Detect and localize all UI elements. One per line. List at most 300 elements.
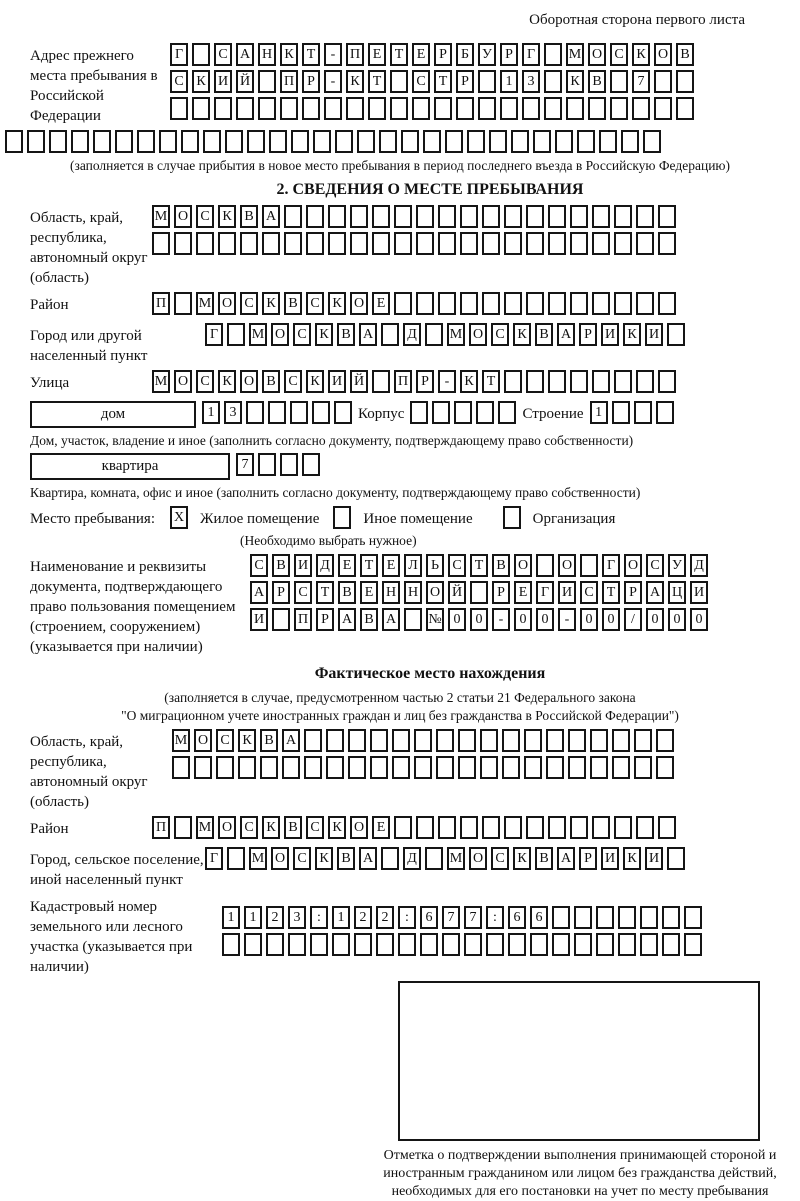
- char-cell[interactable]: И: [645, 847, 663, 870]
- char-cell[interactable]: П: [294, 608, 312, 631]
- stay-option-inoe-checkbox[interactable]: [333, 506, 355, 533]
- char-cell[interactable]: [658, 292, 676, 315]
- char-cell[interactable]: [480, 729, 498, 752]
- char-cell[interactable]: [236, 97, 254, 120]
- char-cell[interactable]: А: [646, 581, 664, 604]
- char-cell[interactable]: Г: [205, 847, 223, 870]
- char-cell[interactable]: [570, 292, 588, 315]
- char-cell[interactable]: [592, 816, 610, 839]
- char-cell[interactable]: 3: [288, 906, 306, 929]
- char-cell[interactable]: [280, 97, 298, 120]
- char-cell[interactable]: [636, 205, 654, 228]
- char-cell[interactable]: Г: [522, 43, 540, 66]
- char-cell[interactable]: [684, 933, 702, 956]
- char-cell[interactable]: [159, 130, 177, 153]
- char-cell[interactable]: [614, 292, 632, 315]
- char-cell[interactable]: [412, 97, 430, 120]
- char-cell[interactable]: [258, 70, 276, 93]
- char-cell[interactable]: [522, 97, 540, 120]
- char-cell[interactable]: С: [214, 43, 232, 66]
- char-cell[interactable]: [478, 70, 496, 93]
- char-cell[interactable]: [302, 453, 320, 476]
- char-cell[interactable]: [222, 933, 240, 956]
- char-cell[interactable]: [454, 401, 472, 424]
- char-cell[interactable]: [658, 232, 676, 255]
- char-cell[interactable]: К: [262, 292, 280, 315]
- char-cell[interactable]: [643, 130, 661, 153]
- char-cell[interactable]: С: [491, 847, 509, 870]
- char-cell[interactable]: И: [690, 581, 708, 604]
- char-cell[interactable]: [348, 729, 366, 752]
- char-cell[interactable]: [548, 232, 566, 255]
- char-cell[interactable]: [438, 232, 456, 255]
- char-cell[interactable]: [636, 232, 654, 255]
- char-cell[interactable]: [654, 97, 672, 120]
- char-cell[interactable]: К: [513, 847, 531, 870]
- char-cell[interactable]: С: [306, 816, 324, 839]
- char-cell[interactable]: С: [293, 323, 311, 346]
- char-cell[interactable]: [401, 130, 419, 153]
- char-cell[interactable]: Д: [316, 554, 334, 577]
- char-cell[interactable]: [390, 70, 408, 93]
- char-cell[interactable]: Н: [404, 581, 422, 604]
- char-cell[interactable]: У: [668, 554, 686, 577]
- char-cell[interactable]: Р: [456, 70, 474, 93]
- char-cell[interactable]: [467, 130, 485, 153]
- char-cell[interactable]: Е: [360, 581, 378, 604]
- char-cell[interactable]: [500, 97, 518, 120]
- char-cell[interactable]: :: [310, 906, 328, 929]
- char-cell[interactable]: [192, 43, 210, 66]
- stay-option-org-checkbox[interactable]: [503, 506, 525, 533]
- char-cell[interactable]: [621, 130, 639, 153]
- char-cell[interactable]: [504, 816, 522, 839]
- char-cell[interactable]: 6: [508, 906, 526, 929]
- char-cell[interactable]: [555, 130, 573, 153]
- char-cell[interactable]: [310, 933, 328, 956]
- char-cell[interactable]: [504, 205, 522, 228]
- char-cell[interactable]: [284, 232, 302, 255]
- char-cell[interactable]: К: [346, 70, 364, 93]
- char-cell[interactable]: Р: [500, 43, 518, 66]
- char-cell[interactable]: Т: [368, 70, 386, 93]
- char-cell[interactable]: Р: [492, 581, 510, 604]
- char-cell[interactable]: В: [338, 581, 356, 604]
- char-cell[interactable]: М: [152, 370, 170, 393]
- char-cell[interactable]: 0: [690, 608, 708, 631]
- char-cell[interactable]: -: [324, 70, 342, 93]
- char-cell[interactable]: [152, 232, 170, 255]
- char-cell[interactable]: Б: [456, 43, 474, 66]
- char-cell[interactable]: [566, 97, 584, 120]
- char-cell[interactable]: [614, 816, 632, 839]
- char-cell[interactable]: [667, 323, 685, 346]
- char-cell[interactable]: [570, 205, 588, 228]
- char-cell[interactable]: Р: [579, 847, 597, 870]
- char-cell[interactable]: [390, 97, 408, 120]
- char-cell[interactable]: [546, 729, 564, 752]
- char-cell[interactable]: [332, 933, 350, 956]
- korpus-boxes[interactable]: [410, 401, 520, 428]
- char-cell[interactable]: [634, 756, 652, 779]
- char-cell[interactable]: [115, 130, 133, 153]
- char-cell[interactable]: 1: [590, 401, 608, 424]
- char-cell[interactable]: [577, 130, 595, 153]
- char-cell[interactable]: Р: [624, 581, 642, 604]
- char-cell[interactable]: [334, 401, 352, 424]
- char-cell[interactable]: [442, 933, 460, 956]
- char-cell[interactable]: [174, 816, 192, 839]
- char-cell[interactable]: В: [535, 847, 553, 870]
- char-cell[interactable]: [214, 97, 232, 120]
- char-cell[interactable]: 0: [536, 608, 554, 631]
- street-boxes[interactable]: [152, 370, 680, 397]
- char-cell[interactable]: С: [448, 554, 466, 577]
- cadastral-row-2[interactable]: [222, 933, 706, 960]
- char-cell[interactable]: [246, 401, 264, 424]
- char-cell[interactable]: [216, 756, 234, 779]
- char-cell[interactable]: 0: [470, 608, 488, 631]
- char-cell[interactable]: [376, 933, 394, 956]
- char-cell[interactable]: О: [218, 292, 236, 315]
- char-cell[interactable]: [438, 816, 456, 839]
- char-cell[interactable]: [398, 933, 416, 956]
- char-cell[interactable]: [570, 232, 588, 255]
- char-cell[interactable]: Е: [412, 43, 430, 66]
- char-cell[interactable]: [381, 847, 399, 870]
- char-cell[interactable]: [328, 205, 346, 228]
- char-cell[interactable]: [656, 729, 674, 752]
- char-cell[interactable]: [181, 130, 199, 153]
- char-cell[interactable]: [192, 97, 210, 120]
- char-cell[interactable]: С: [240, 816, 258, 839]
- char-cell[interactable]: В: [360, 608, 378, 631]
- char-cell[interactable]: [137, 130, 155, 153]
- char-cell[interactable]: П: [152, 292, 170, 315]
- char-cell[interactable]: [544, 43, 562, 66]
- char-cell[interactable]: И: [645, 323, 663, 346]
- char-cell[interactable]: [533, 130, 551, 153]
- char-cell[interactable]: [227, 847, 245, 870]
- char-cell[interactable]: Т: [390, 43, 408, 66]
- char-cell[interactable]: X: [170, 506, 188, 529]
- char-cell[interactable]: С: [610, 43, 628, 66]
- char-cell[interactable]: С: [293, 847, 311, 870]
- char-cell[interactable]: О: [194, 729, 212, 752]
- char-cell[interactable]: Ц: [668, 581, 686, 604]
- char-cell[interactable]: [460, 205, 478, 228]
- char-cell[interactable]: [392, 756, 410, 779]
- char-cell[interactable]: [614, 370, 632, 393]
- char-cell[interactable]: [326, 756, 344, 779]
- char-cell[interactable]: К: [513, 323, 531, 346]
- document-row-2[interactable]: [250, 581, 712, 608]
- char-cell[interactable]: Г: [205, 323, 223, 346]
- char-cell[interactable]: О: [514, 554, 532, 577]
- char-cell[interactable]: Е: [372, 816, 390, 839]
- char-cell[interactable]: [568, 756, 586, 779]
- char-cell[interactable]: [460, 816, 478, 839]
- char-cell[interactable]: [174, 292, 192, 315]
- char-cell[interactable]: А: [262, 205, 280, 228]
- char-cell[interactable]: [71, 130, 89, 153]
- char-cell[interactable]: О: [350, 816, 368, 839]
- char-cell[interactable]: [272, 608, 290, 631]
- char-cell[interactable]: Р: [416, 370, 434, 393]
- char-cell[interactable]: А: [282, 729, 300, 752]
- char-cell[interactable]: [269, 130, 287, 153]
- char-cell[interactable]: 2: [354, 906, 372, 929]
- char-cell[interactable]: [640, 933, 658, 956]
- char-cell[interactable]: [618, 906, 636, 929]
- char-cell[interactable]: А: [557, 323, 575, 346]
- char-cell[interactable]: [656, 756, 674, 779]
- char-cell[interactable]: [266, 933, 284, 956]
- char-cell[interactable]: С: [294, 581, 312, 604]
- char-cell[interactable]: /: [624, 608, 642, 631]
- stay-option-zhiloe-checkbox[interactable]: [170, 506, 192, 533]
- char-cell[interactable]: [225, 130, 243, 153]
- char-cell[interactable]: [354, 933, 372, 956]
- char-cell[interactable]: [432, 401, 450, 424]
- char-cell[interactable]: 7: [632, 70, 650, 93]
- document-row-3[interactable]: [250, 608, 712, 635]
- char-cell[interactable]: И: [294, 554, 312, 577]
- char-cell[interactable]: [434, 97, 452, 120]
- char-cell[interactable]: А: [338, 608, 356, 631]
- char-cell[interactable]: Д: [403, 323, 421, 346]
- char-cell[interactable]: О: [271, 323, 289, 346]
- char-cell[interactable]: [425, 323, 443, 346]
- char-cell[interactable]: [27, 130, 45, 153]
- char-cell[interactable]: О: [350, 292, 368, 315]
- char-cell[interactable]: [394, 205, 412, 228]
- char-cell[interactable]: Т: [482, 370, 500, 393]
- char-cell[interactable]: 0: [602, 608, 620, 631]
- char-cell[interactable]: [590, 756, 608, 779]
- char-cell[interactable]: -: [492, 608, 510, 631]
- char-cell[interactable]: 1: [332, 906, 350, 929]
- char-cell[interactable]: [392, 729, 410, 752]
- char-cell[interactable]: С: [250, 554, 268, 577]
- char-cell[interactable]: Е: [382, 554, 400, 577]
- char-cell[interactable]: Т: [434, 70, 452, 93]
- char-cell[interactable]: Г: [602, 554, 620, 577]
- char-cell[interactable]: [425, 847, 443, 870]
- char-cell[interactable]: [486, 933, 504, 956]
- char-cell[interactable]: [306, 232, 324, 255]
- char-cell[interactable]: -: [324, 43, 342, 66]
- char-cell[interactable]: [632, 97, 650, 120]
- char-cell[interactable]: Т: [602, 581, 620, 604]
- char-cell[interactable]: [570, 816, 588, 839]
- char-cell[interactable]: [489, 130, 507, 153]
- char-cell[interactable]: [5, 130, 23, 153]
- char-cell[interactable]: [612, 756, 630, 779]
- char-cell[interactable]: [546, 756, 564, 779]
- char-cell[interactable]: Р: [434, 43, 452, 66]
- char-cell[interactable]: В: [260, 729, 278, 752]
- char-cell[interactable]: С: [196, 370, 214, 393]
- char-cell[interactable]: [247, 130, 265, 153]
- char-cell[interactable]: Й: [350, 370, 368, 393]
- char-cell[interactable]: [480, 756, 498, 779]
- char-cell[interactable]: Н: [258, 43, 276, 66]
- char-cell[interactable]: [610, 97, 628, 120]
- char-cell[interactable]: М: [196, 292, 214, 315]
- stroenie-boxes[interactable]: [590, 401, 678, 428]
- char-cell[interactable]: [570, 370, 588, 393]
- char-cell[interactable]: [414, 729, 432, 752]
- char-cell[interactable]: К: [460, 370, 478, 393]
- char-cell[interactable]: 6: [530, 906, 548, 929]
- char-cell[interactable]: [588, 97, 606, 120]
- prev-address-row-1[interactable]: [170, 43, 698, 70]
- char-cell[interactable]: [368, 97, 386, 120]
- char-cell[interactable]: [592, 205, 610, 228]
- char-cell[interactable]: Н: [382, 581, 400, 604]
- char-cell[interactable]: [548, 205, 566, 228]
- char-cell[interactable]: [260, 756, 278, 779]
- char-cell[interactable]: О: [624, 554, 642, 577]
- char-cell[interactable]: [93, 130, 111, 153]
- char-cell[interactable]: С: [646, 554, 664, 577]
- char-cell[interactable]: 2: [376, 906, 394, 929]
- char-cell[interactable]: [218, 232, 236, 255]
- char-cell[interactable]: [596, 906, 614, 929]
- char-cell[interactable]: С: [284, 370, 302, 393]
- char-cell[interactable]: Р: [272, 581, 290, 604]
- char-cell[interactable]: К: [218, 370, 236, 393]
- char-cell[interactable]: [599, 130, 617, 153]
- char-cell[interactable]: [504, 292, 522, 315]
- char-cell[interactable]: [662, 906, 680, 929]
- char-cell[interactable]: С: [216, 729, 234, 752]
- char-cell[interactable]: О: [558, 554, 576, 577]
- char-cell[interactable]: М: [447, 323, 465, 346]
- char-cell[interactable]: [348, 756, 366, 779]
- char-cell[interactable]: [502, 756, 520, 779]
- char-cell[interactable]: Т: [360, 554, 378, 577]
- char-cell[interactable]: Р: [579, 323, 597, 346]
- char-cell[interactable]: [592, 232, 610, 255]
- char-cell[interactable]: С: [580, 581, 598, 604]
- char-cell[interactable]: [544, 70, 562, 93]
- region-row-2[interactable]: [152, 232, 680, 259]
- char-cell[interactable]: -: [558, 608, 576, 631]
- prev-address-row-3[interactable]: [170, 97, 698, 124]
- char-cell[interactable]: М: [566, 43, 584, 66]
- actual-district-boxes[interactable]: [152, 816, 680, 843]
- char-cell[interactable]: К: [328, 816, 346, 839]
- char-cell[interactable]: [482, 292, 500, 315]
- char-cell[interactable]: И: [601, 847, 619, 870]
- char-cell[interactable]: [288, 933, 306, 956]
- char-cell[interactable]: П: [280, 70, 298, 93]
- char-cell[interactable]: [416, 816, 434, 839]
- char-cell[interactable]: О: [240, 370, 258, 393]
- char-cell[interactable]: К: [315, 323, 333, 346]
- char-cell[interactable]: [552, 906, 570, 929]
- char-cell[interactable]: [544, 97, 562, 120]
- char-cell[interactable]: [304, 756, 322, 779]
- char-cell[interactable]: К: [623, 323, 641, 346]
- char-cell[interactable]: 1: [244, 906, 262, 929]
- char-cell[interactable]: К: [262, 816, 280, 839]
- char-cell[interactable]: М: [249, 847, 267, 870]
- char-cell[interactable]: [580, 554, 598, 577]
- char-cell[interactable]: С: [306, 292, 324, 315]
- char-cell[interactable]: В: [272, 554, 290, 577]
- char-cell[interactable]: К: [315, 847, 333, 870]
- char-cell[interactable]: В: [492, 554, 510, 577]
- char-cell[interactable]: [612, 729, 630, 752]
- char-cell[interactable]: [238, 756, 256, 779]
- char-cell[interactable]: [460, 292, 478, 315]
- char-cell[interactable]: [312, 401, 330, 424]
- char-cell[interactable]: 0: [514, 608, 532, 631]
- apartment-boxes[interactable]: [236, 453, 324, 480]
- char-cell[interactable]: [590, 729, 608, 752]
- char-cell[interactable]: [536, 554, 554, 577]
- char-cell[interactable]: №: [426, 608, 444, 631]
- char-cell[interactable]: В: [284, 292, 302, 315]
- char-cell[interactable]: С: [240, 292, 258, 315]
- char-cell[interactable]: К: [192, 70, 210, 93]
- char-cell[interactable]: [350, 205, 368, 228]
- char-cell[interactable]: В: [535, 323, 553, 346]
- char-cell[interactable]: [618, 933, 636, 956]
- char-cell[interactable]: [676, 70, 694, 93]
- char-cell[interactable]: [423, 130, 441, 153]
- char-cell[interactable]: [302, 97, 320, 120]
- char-cell[interactable]: 0: [668, 608, 686, 631]
- char-cell[interactable]: И: [601, 323, 619, 346]
- char-cell[interactable]: В: [588, 70, 606, 93]
- char-cell[interactable]: [460, 232, 478, 255]
- char-cell[interactable]: О: [469, 323, 487, 346]
- char-cell[interactable]: [614, 232, 632, 255]
- char-cell[interactable]: 0: [580, 608, 598, 631]
- cadastral-row-1[interactable]: [222, 906, 706, 933]
- char-cell[interactable]: [262, 232, 280, 255]
- char-cell[interactable]: [244, 933, 262, 956]
- char-cell[interactable]: А: [359, 323, 377, 346]
- char-cell[interactable]: О: [426, 581, 444, 604]
- char-cell[interactable]: [335, 130, 353, 153]
- char-cell[interactable]: К: [280, 43, 298, 66]
- char-cell[interactable]: [658, 205, 676, 228]
- char-cell[interactable]: 0: [448, 608, 466, 631]
- char-cell[interactable]: 7: [442, 906, 460, 929]
- char-cell[interactable]: 0: [646, 608, 664, 631]
- char-cell[interactable]: Е: [372, 292, 390, 315]
- char-cell[interactable]: [282, 756, 300, 779]
- char-cell[interactable]: [636, 370, 654, 393]
- char-cell[interactable]: Й: [236, 70, 254, 93]
- char-cell[interactable]: Е: [514, 581, 532, 604]
- char-cell[interactable]: [552, 933, 570, 956]
- house-boxes[interactable]: [202, 401, 356, 428]
- char-cell[interactable]: [503, 506, 521, 529]
- char-cell[interactable]: [379, 130, 397, 153]
- prev-address-row-full[interactable]: [5, 130, 800, 157]
- char-cell[interactable]: [667, 847, 685, 870]
- char-cell[interactable]: [196, 232, 214, 255]
- char-cell[interactable]: Л: [404, 554, 422, 577]
- char-cell[interactable]: С: [196, 205, 214, 228]
- char-cell[interactable]: [470, 581, 488, 604]
